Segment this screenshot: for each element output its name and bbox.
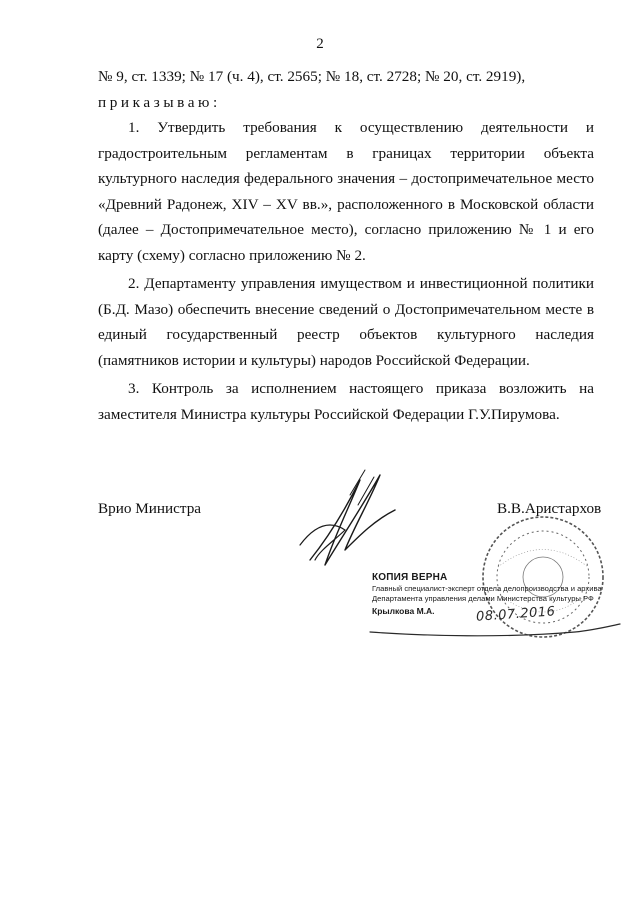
handwritten-signature xyxy=(290,465,410,575)
stamp-position-line: Главный специалист-эксперт отдела делопроизводства и архива xyxy=(372,584,602,593)
handwritten-date: 08.07.2016 xyxy=(475,604,556,625)
document-body xyxy=(98,64,594,427)
paragraph-2: 2. Департаменту управления имуществом и инвестиционной политики (Б.Д. Мазо) обеспечить внесение сведений о Достопримечательном месте в единый государственный реестр объектов культурного наследия (памятников истории и культуры) народов Российской Федерации. xyxy=(98,275,594,369)
signatory-name: В.В.Аристархов xyxy=(497,500,602,517)
order-word: приказываю: xyxy=(98,93,221,111)
reference-line: № 9, ст. 1339; № 17 (ч. 4), ст. 2565; № 18, ст. 2728; № 20, ст. 2919), xyxy=(98,68,526,85)
paragraph-3: 3. Контроль за исполнением настоящего приказа возложить на заместителя Министра культуры Российской Федерации Г.У.Пирумова. xyxy=(98,380,594,423)
stamp-department-line: Департамента управления делами Министерства культуры РФ xyxy=(372,594,594,603)
page-number: 2 xyxy=(316,36,324,52)
paragraph-1: 1. Утвердить требования к осуществлению деятельности и градостроительным регламентам в границах территории объекта культурного наследия федерального значения – достопримечательное место «Древний Радонеж, XIV – XV вв.», расположенного в Московской области (далее – Достопримечательное место), согласно приложению № 1 и его карту (схему) согласно приложению № 2. xyxy=(98,119,594,264)
stamp-official-name: Крылкова М.А. xyxy=(372,606,435,616)
stamp-underline-stroke xyxy=(365,620,625,640)
stamp-heading: КОПИЯ ВЕРНА xyxy=(372,572,448,583)
signatory-title: Врио Министра xyxy=(98,500,202,517)
